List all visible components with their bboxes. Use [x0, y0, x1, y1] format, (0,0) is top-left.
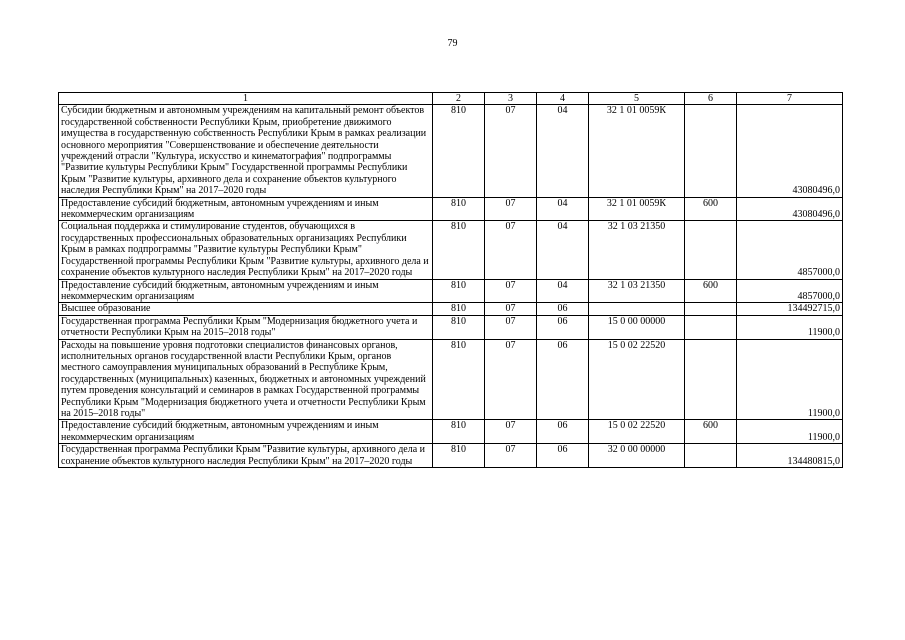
row-amount: 43080496,0	[737, 197, 843, 221]
row-ministry-code: 810	[433, 339, 485, 420]
row-amount: 134492715,0	[737, 303, 843, 315]
row-name: Социальная поддержка и стимулирование студентов, обучающихся в государственных профессиональных образовательных организациях Республики Крым в рамках подпрограммы "Развитие культуры Республики Крым" Государственной программы Республики Крым "Развитие культуры, архивного дела и сохранение объектов культурного наследия Республики Крым" на 2017–2020 годы	[59, 221, 433, 279]
row-section-code: 07	[485, 315, 537, 339]
row-target-code	[589, 303, 685, 315]
row-expense-type: 600	[685, 279, 737, 303]
table-row	[59, 105, 843, 197]
budget-table	[58, 92, 843, 468]
row-name: Предоставление субсидий бюджетным, автономным учреждениям и иным некоммерческим организациям	[59, 197, 433, 221]
row-section-code: 07	[485, 420, 537, 444]
table-row	[59, 339, 843, 420]
row-ministry-code: 810	[433, 197, 485, 221]
row-ministry-code: 810	[433, 444, 485, 468]
row-ministry-code: 810	[433, 279, 485, 303]
header-col-1: 1	[59, 93, 433, 105]
budget-table-body	[59, 93, 843, 468]
table-row	[59, 444, 843, 468]
header-col-7: 7	[737, 93, 843, 105]
row-target-code: 15 0 02 22520	[589, 339, 685, 420]
row-section-code: 07	[485, 339, 537, 420]
table-row	[59, 197, 843, 221]
table-row	[59, 303, 843, 315]
row-subsection-code: 04	[537, 105, 589, 197]
row-expense-type	[685, 105, 737, 197]
row-section-code: 07	[485, 444, 537, 468]
row-expense-type	[685, 221, 737, 279]
row-subsection-code: 06	[537, 303, 589, 315]
row-expense-type	[685, 339, 737, 420]
row-name: Высшее образование	[59, 303, 433, 315]
row-amount: 43080496,0	[737, 105, 843, 197]
row-expense-type: 600	[685, 197, 737, 221]
row-subsection-code: 06	[537, 444, 589, 468]
row-name: Государственная программа Республики Крым "Развитие культуры, архивного дела и сохранение объектов культурного наследия Республики Крым" на 2017–2020 годы	[59, 444, 433, 468]
row-name: Расходы на повышение уровня подготовки специалистов финансовых органов, исполнительных органов государственной власти Республики Крым, органов местного самоуправления муниципальных образований в Республике Крым, государственных (муниципальных) казенных, бюджетных и автономных учреждений путем проведения консультаций и семинаров в рамках Государственной программы Республики Крым "Модернизация бюджетного учета и отчетности Республики Крым на 2015–2018 годы"	[59, 339, 433, 420]
row-subsection-code: 06	[537, 420, 589, 444]
row-expense-type	[685, 303, 737, 315]
row-section-code: 07	[485, 221, 537, 279]
row-name: Предоставление субсидий бюджетным, автономным учреждениям и иным некоммерческим организациям	[59, 279, 433, 303]
row-subsection-code: 04	[537, 221, 589, 279]
row-name: Предоставление субсидий бюджетным, автономным учреждениям и иным некоммерческим организациям	[59, 420, 433, 444]
row-expense-type	[685, 444, 737, 468]
table-row	[59, 221, 843, 279]
row-subsection-code: 04	[537, 279, 589, 303]
row-subsection-code: 06	[537, 315, 589, 339]
table-row	[59, 315, 843, 339]
row-subsection-code: 06	[537, 339, 589, 420]
header-col-6: 6	[685, 93, 737, 105]
row-subsection-code: 04	[537, 197, 589, 221]
row-ministry-code: 810	[433, 315, 485, 339]
row-amount: 11900,0	[737, 420, 843, 444]
row-amount: 4857000,0	[737, 221, 843, 279]
table-row	[59, 420, 843, 444]
row-name: Государственная программа Республики Крым "Модернизация бюджетного учета и отчетности Республики Крым на 2015–2018 годы"	[59, 315, 433, 339]
row-ministry-code: 810	[433, 420, 485, 444]
row-target-code: 32 1 03 21350	[589, 279, 685, 303]
row-section-code: 07	[485, 303, 537, 315]
row-amount: 4857000,0	[737, 279, 843, 303]
row-target-code: 15 0 00 00000	[589, 315, 685, 339]
header-col-2: 2	[433, 93, 485, 105]
row-amount: 11900,0	[737, 339, 843, 420]
row-ministry-code: 810	[433, 303, 485, 315]
row-name: Субсидии бюджетным и автономным учреждениям на капитальный ремонт объектов государственной собственности Республики Крым, приобретение движимого имущества в государственную собственность Республики Крым в рамках реализации основного мероприятия "Совершенствование и обеспечение деятельности учреждений отрасли "Культура, искусство и кинематография" подпрограммы "Развитие культуры Республики Крым" Государственной программы Республики Крым "Развитие культуры, архивного дела и сохранение объектов культурного наследия Республики Крым" на 2017–2020 годы	[59, 105, 433, 197]
header-col-5: 5	[589, 93, 685, 105]
header-col-4: 4	[537, 93, 589, 105]
row-section-code: 07	[485, 197, 537, 221]
page-number: 79	[447, 38, 458, 49]
row-expense-type: 600	[685, 420, 737, 444]
table-row	[59, 279, 843, 303]
row-target-code: 32 1 03 21350	[589, 221, 685, 279]
header-col-3: 3	[485, 93, 537, 105]
row-target-code: 32 1 01 0059К	[589, 197, 685, 221]
row-section-code: 07	[485, 105, 537, 197]
row-ministry-code: 810	[433, 105, 485, 197]
row-amount: 11900,0	[737, 315, 843, 339]
row-target-code: 32 1 01 0059К	[589, 105, 685, 197]
row-amount: 134480815,0	[737, 444, 843, 468]
row-target-code: 32 0 00 00000	[589, 444, 685, 468]
row-target-code: 15 0 02 22520	[589, 420, 685, 444]
row-ministry-code: 810	[433, 221, 485, 279]
table-header-row	[59, 93, 843, 105]
row-section-code: 07	[485, 279, 537, 303]
row-expense-type	[685, 315, 737, 339]
